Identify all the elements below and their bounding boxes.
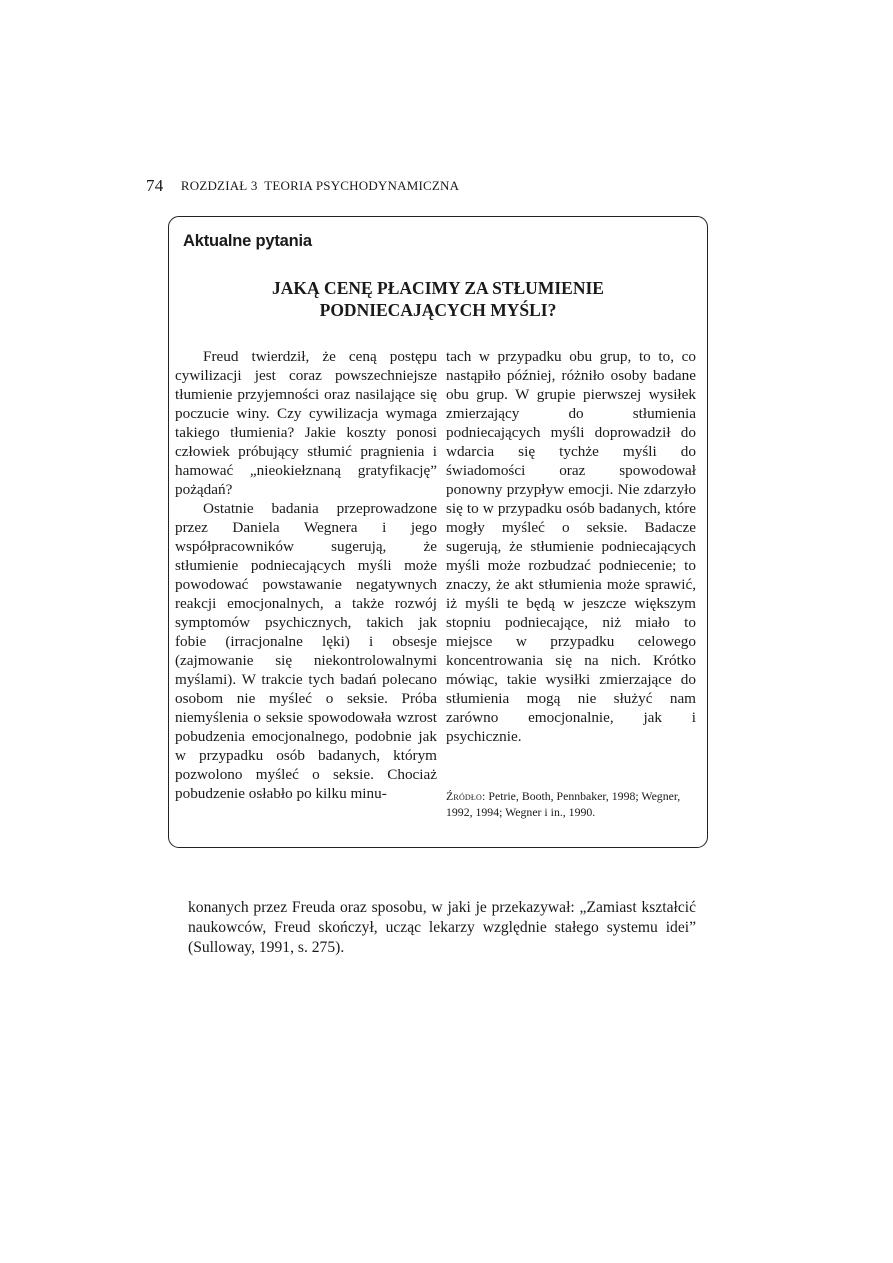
box-heading: Aktualne pytania [183, 232, 312, 250]
box-title [169, 277, 707, 321]
source-citation [446, 788, 696, 820]
left-paragraph-2: Ostatnie badania przeprowadzone przez Daniela Wegnera i jego współpracowników sugerują, że stłumienie podniecających myśli może powodować powstawanie negatywnych reakcji emocjonalnych, a także rozwój symptomów psychicznych, takich jak fobie (irracjonalne lęki) i obsesje (zajmowanie się niekontrolowalnymi myślami). W trakcie tych badań polecano osobom nie myśleć o seksie. Próba niemyślenia o seksie spowodowała wzrost pobudzenia emocjonalnego, podobnie jak w przypadku osób badanych, którym pozwolono myśleć o seksie. Chociaż pobudzenie osłabło po kilku minu- [175, 500, 437, 802]
sidebar-box [168, 216, 708, 848]
left-paragraph-1: Freud twierdził, że ceną postępu cywilizacji jest coraz powszechniejsze tłumienie przyjemności oraz nasilające się poczucie winy. Czy cywilizacja wymaga takiego tłumienia? Jakie koszty ponosi człowiek próbujący stłumić pragnienia i hamować „nieokiełznaną gratyfikację” pożądań? [175, 348, 437, 498]
right-paragraph-1: tach w przypadku obu grup, to to, co nastąpiło później, różniło osoby badane obu grup. W grupie pierwszej wysiłek zmierzający do stłumienia podniecających myśli doprowadził do wdarcia się tychże myśli do świadomości oraz spowodował ponowny przypływ emocji. Nie zdarzyło się to w przypadku osób badanych, które mogły myśleć o seksie. Badacze sugerują, że stłumienie podniecających myśli może rozbudzać podniecenie; to znaczy, że akt stłumienia może sprawić, iż myśli te będą w jeszcze większym stopniu podniecające, niż miało to miejsce w przypadku celowego koncentrowania się na nich. Krótko mówiąc, takie wysiłki zmierzające do stłumienia mogą nie służyć nam zarówno emocjonalnie, jak i psychicznie. [446, 348, 696, 745]
box-title-line-2: PODNIECAJĄCYCH MYŚLI? [319, 300, 557, 320]
right-column [446, 347, 696, 746]
source-text: Petrie, Booth, Pennbaker, 1998; Wegner, 1992, 1994; Wegner i in., 1990. [446, 789, 681, 819]
running-title: ROZDZIAŁ 3 TEORIA PSYCHODYNAMICZNA [180, 178, 460, 193]
running-head [146, 176, 459, 196]
box-title-line-1: JAKĄ CENĘ PŁACIMY ZA STŁUMIENIE [272, 278, 604, 298]
left-column [175, 347, 437, 803]
page-number: 74 [146, 176, 164, 195]
source-label: Źródło: [446, 789, 486, 803]
body-paragraph: konanych przez Freuda oraz sposobu, w jaki je przekazywał: „Zamiast kształcić naukowców, Freud skończył, ucząc lekarzy względnie stałego systemu idei” (Sulloway, 1991, s. 275). [188, 899, 696, 956]
